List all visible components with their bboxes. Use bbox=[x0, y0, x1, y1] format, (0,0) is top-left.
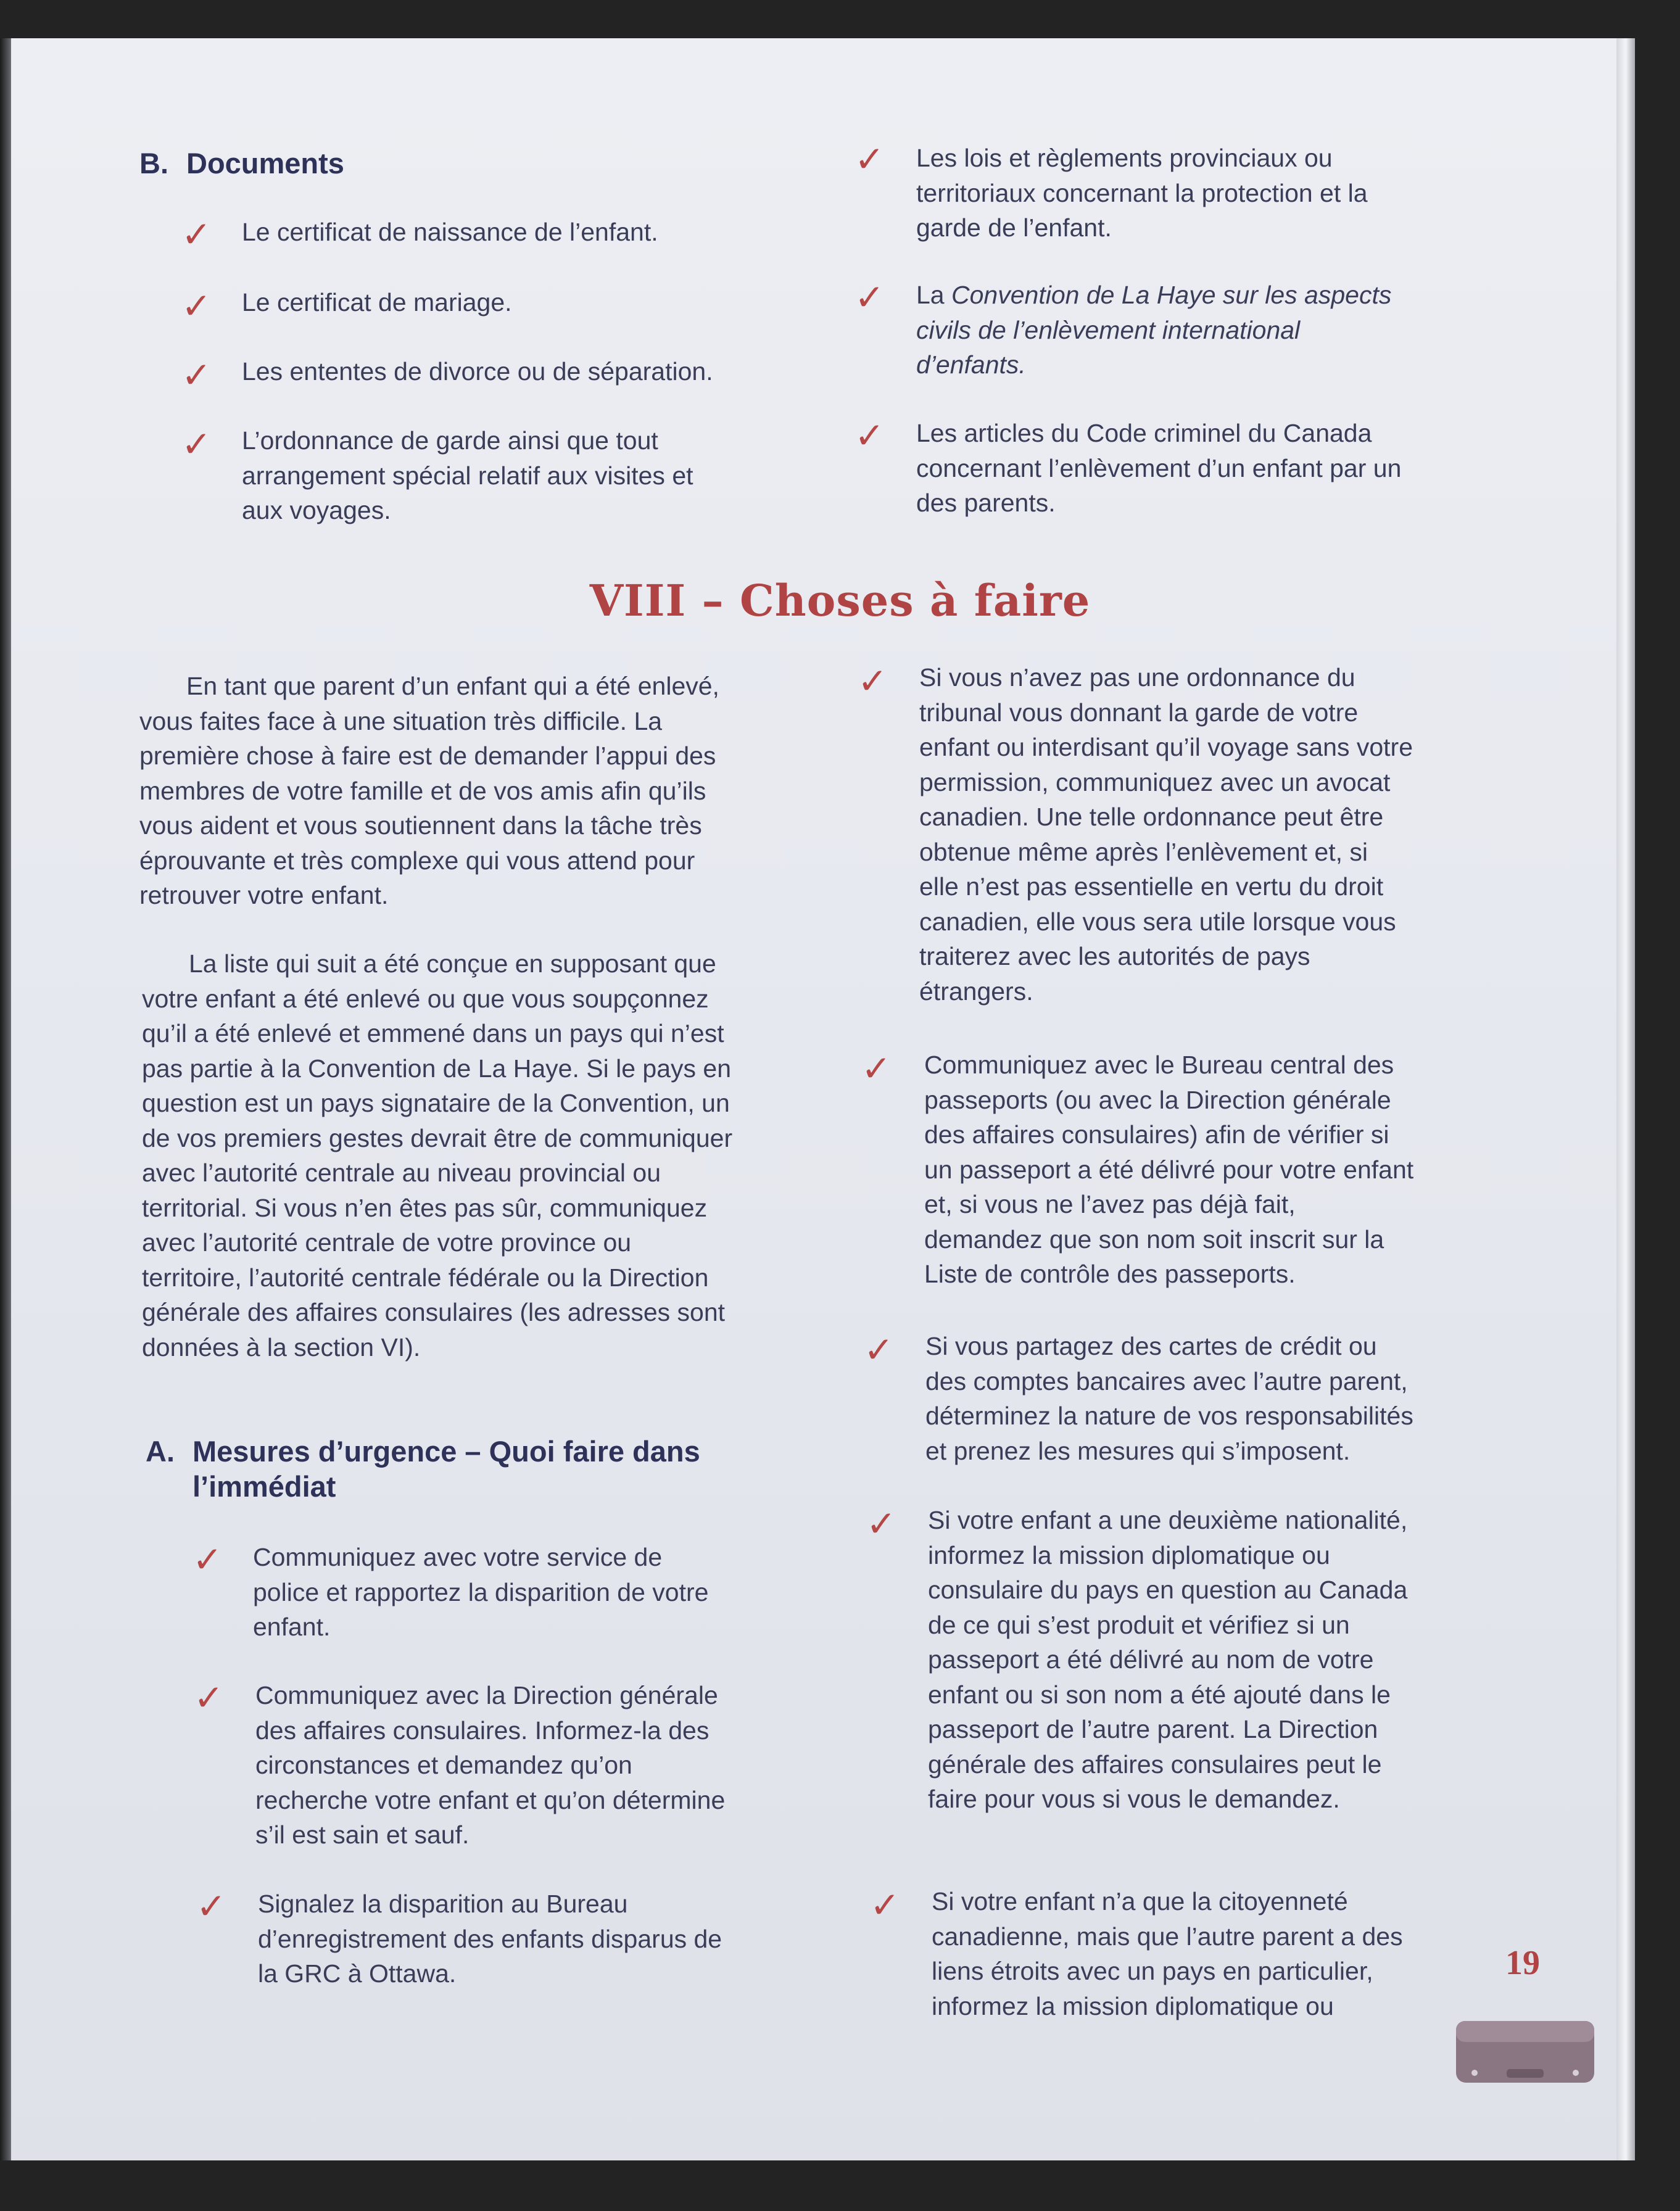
list-item-text: Communiquez avec votre service de police et rapportez la disparition de votre enfant. bbox=[253, 1543, 709, 1641]
list-item-text: Communiquez avec la Direction générale des affaires consulaires. Informez-la des circonstances et demandez qu’on recherche votre enfant et qu’on détermine s’il est sain et sauf. bbox=[255, 1681, 726, 1849]
checkmark-icon: ✓ bbox=[181, 285, 212, 327]
checkmark-icon: ✓ bbox=[854, 138, 885, 180]
list-item bbox=[870, 1884, 1419, 2023]
list-item bbox=[861, 1048, 1418, 1292]
convention-title: Convention de La Haye sur les aspects civils de l’enlèvement international d’enfants. bbox=[916, 281, 1392, 379]
checkmark-icon: ✓ bbox=[854, 276, 885, 318]
list-item-text: Les ententes de divorce ou de séparation. bbox=[242, 357, 713, 386]
list-item bbox=[192, 1539, 734, 1645]
checkmark-icon: ✓ bbox=[866, 1503, 896, 1545]
list-item-text: Le certificat de mariage. bbox=[242, 288, 512, 316]
list-item bbox=[194, 1677, 743, 1853]
list-item-text: Si votre enfant a une deuxième nationalité, informez la mission diplomatique ou consulaire du pays en question au Canada de ce qui s’est produit et vérifiez si un passeport a été délivré au nom de votre enfant ou si son nom a été ajouté dans le passeport de l’autre parent. La Direction générale des affaires consulaires peut le faire pour vous si vous le demandez. bbox=[928, 1506, 1408, 1813]
section-b-letter: B. bbox=[139, 147, 168, 180]
checkmark-icon: ✓ bbox=[861, 1048, 892, 1089]
list-item-text: Si votre enfant n’a que la citoyenneté canadienne, mais que l’autre parent a des liens étroits avec un pays en particulier, informez la mission diplomatique ou bbox=[932, 1887, 1403, 2020]
list-item bbox=[858, 660, 1413, 1009]
intro-paragraph: En tant que parent d’un enfant qui a été enlevé, vous faites face à une situation très difficile. La première chose à faire est de demander l’appui des membres de votre famille et de vos amis afin qu’ils vous aident et vous soutiennent dans la tâche très éprouvante et très complexe qui vous attend pour retrouver votre enfant. bbox=[139, 672, 719, 909]
checkmark-icon: ✓ bbox=[194, 1677, 224, 1719]
checkmark-icon: ✓ bbox=[192, 1539, 223, 1581]
list-item-text: Les lois et règlements provinciaux ou territoriaux concernant la protection et la garde de l’enfant. bbox=[916, 144, 1368, 242]
list-item bbox=[181, 354, 735, 396]
list-item-text: Les articles du Code criminel du Canada concernant l’enlèvement d’un enfant par un des parents. bbox=[916, 419, 1402, 517]
list-item bbox=[181, 423, 729, 528]
list-item bbox=[866, 1503, 1421, 1817]
section-b-heading bbox=[139, 146, 732, 181]
checkmark-icon: ✓ bbox=[870, 1884, 900, 1926]
section-a-letter: A. bbox=[146, 1435, 175, 1468]
list-item-text: Si vous partagez des cartes de crédit ou des comptes bancaires avec l’autre parent, déterminez la nature de vos responsabilités et prenez les mesures qui s’imposent. bbox=[925, 1332, 1413, 1465]
list-item-text: Si vous n’avez pas une ordonnance du tribunal vous donnant la garde de votre enfant ou interdisant qu’il voyage sans votre permission, communiquez avec un avocat canadien. Une telle ordonnance peut être obtenue même après l’enlèvement et, si elle n’est pas essentielle en vertu du droit canadien, elle vous sera utile lorsque vous traiterez avec les autorités de pays étrangers. bbox=[919, 663, 1413, 1006]
checkmark-icon: ✓ bbox=[181, 354, 212, 396]
checkmark-icon: ✓ bbox=[181, 423, 212, 465]
list-item-text: Communiquez avec le Bureau central des passeports (ou avec la Direction générale des affaires consulaires) afin de vérifier si un passeport a été délivré pour votre enfant et, si vous ne l’avez pas déjà fait, demandez que son nom soit inscrit sur la Liste de contrôle des passeports. bbox=[924, 1051, 1414, 1288]
list-item-text: Le certificat de naissance de l’enfant. bbox=[242, 218, 658, 246]
list-item bbox=[854, 276, 1416, 382]
checkmark-icon: ✓ bbox=[196, 1885, 226, 1927]
list-item bbox=[854, 415, 1416, 521]
section-a-title-line1: Mesures d’urgence – Quoi faire dans bbox=[192, 1435, 700, 1468]
list-item bbox=[196, 1885, 739, 1991]
checkmark-icon: ✓ bbox=[858, 660, 888, 702]
section-b-title: Documents bbox=[186, 147, 344, 180]
page-title: VIII – Choses à faire bbox=[589, 575, 1091, 626]
suitcase-icon bbox=[1454, 2015, 1597, 2085]
page-number: 19 bbox=[1505, 1944, 1540, 1982]
intro-paragraph: La liste qui suit a été conçue en supposant que votre enfant a été enlevé ou que vous soupçonnez qu’il a été enlevé et emmené dans un pays qui n’est pas partie à la Convention de La Haye. Si le pays en question est un pays signataire de la Convention, un de vos premiers gestes devrait être de communiquer avec l’autorité centrale au niveau provincial ou territorial. Si vous n’en êtes pas sûr, communiquez avec l’autorité centrale de votre province ou territoire, l’autorité centrale fédérale ou la Direction générale des affaires consulaires (les adresses sont données à la section VI). bbox=[142, 949, 733, 1362]
page-edge bbox=[1616, 38, 1635, 2160]
list-item-text-prefix: La bbox=[916, 281, 951, 309]
list-item bbox=[864, 1329, 1419, 1468]
list-item-text: L’ordonnance de garde ainsi que tout arrangement spécial relatif aux visites et aux voyages. bbox=[242, 426, 693, 524]
list-item bbox=[854, 138, 1416, 246]
checkmark-icon: ✓ bbox=[854, 415, 885, 457]
list-item-text: Signalez la disparition au Bureau d’enregistrement des enfants disparus de la GRC à Ottawa. bbox=[258, 1890, 722, 1988]
checkmark-icon: ✓ bbox=[181, 213, 212, 255]
section-a-heading bbox=[146, 1434, 763, 1504]
list-item bbox=[181, 285, 735, 327]
checkmark-icon: ✓ bbox=[864, 1329, 894, 1371]
list-item bbox=[181, 213, 735, 255]
section-a-title-line2: l’immédiat bbox=[192, 1470, 336, 1503]
